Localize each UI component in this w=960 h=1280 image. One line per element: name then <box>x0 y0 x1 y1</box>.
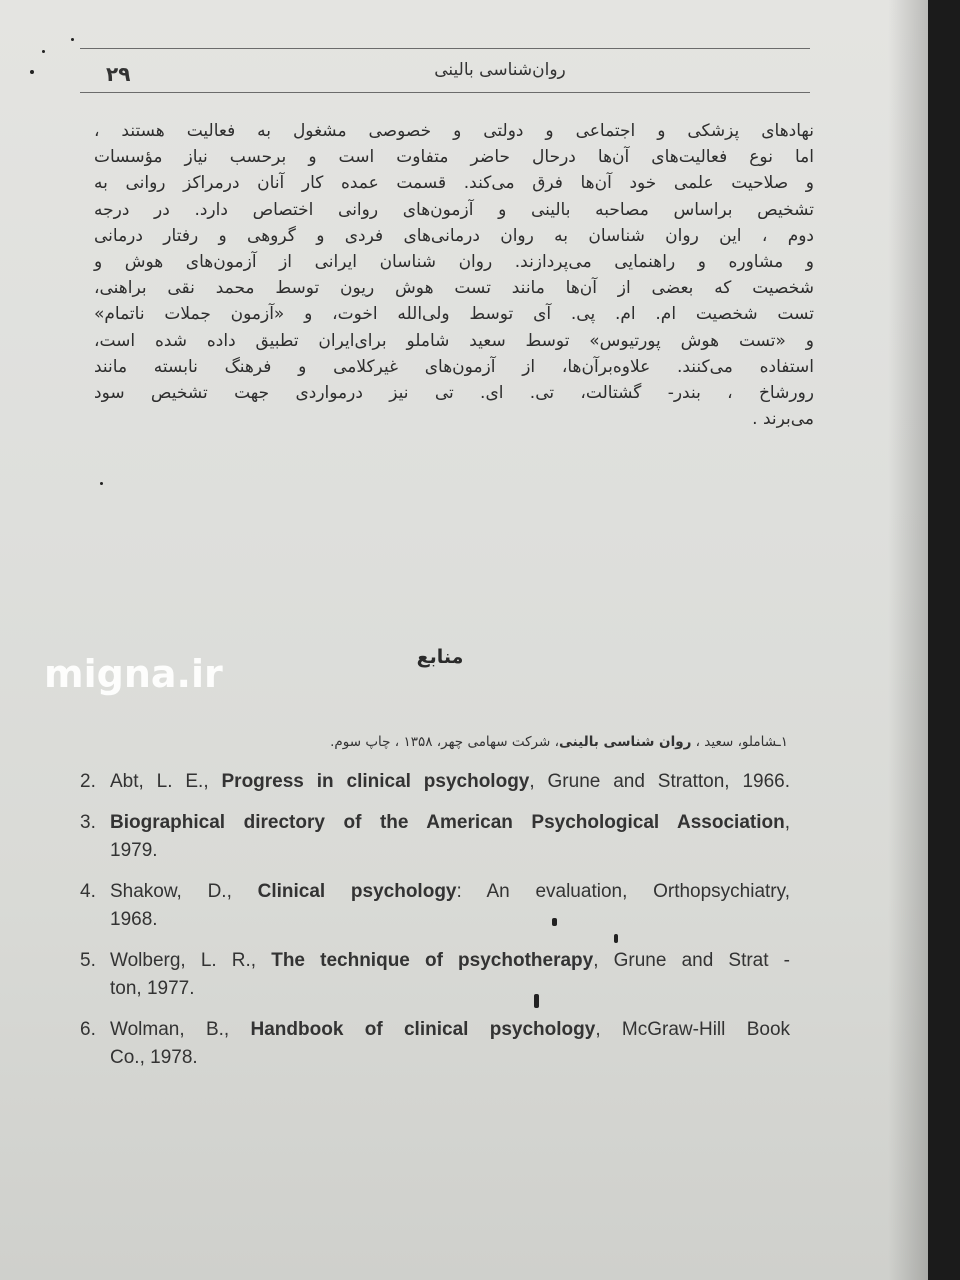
paragraph-line: نهادهای پزشکی و اجتماعی و دولتی و خصوصی مشغول به فعالیت هستند ، <box>94 121 814 141</box>
page-number: ۲۹ <box>106 62 131 86</box>
header-rule-bottom <box>80 92 810 93</box>
paragraph-line: اما نوع فعالیت‌های آن‌ها درحال حاضر متفاوت است و برحسب نیاز مؤسسات <box>94 147 814 168</box>
reference-publisher: , Grune and Strat - <box>593 950 790 971</box>
paragraph-line: و «تست هوش پورتیوس» توسط سعید شاملو برای‌ایران تطبیق داده شده است، <box>94 330 814 351</box>
reference-number: 2. <box>80 771 96 792</box>
paragraph-line: رورشاخ ، بندر- گشتالت، تی. ای. تی نیز درمواردی جهت تشخیص سود <box>94 382 814 403</box>
paragraph-line: استفاده می‌کنند. علاوه‌برآن‌ها، از آزمون‌های غیرکلامی و فرهنگ نابسته مانند <box>94 356 814 377</box>
reference-number: 6. <box>80 1019 96 1040</box>
sources-heading: منابع <box>416 646 464 668</box>
paper-speck <box>614 934 618 943</box>
reference-continuation: 1979. <box>110 840 158 861</box>
reference-continuation: ton, 1977. <box>110 978 195 999</box>
reference-publisher: , Grune and Stratton, 1966. <box>529 771 791 792</box>
reference-continuation: Co., 1978. <box>110 1047 198 1068</box>
paper-speck <box>534 994 539 1008</box>
reference-author: Abt, L. E., <box>110 771 222 792</box>
paragraph-line: و مشاوره و راهنمایی می‌پردازند. روان شناسان ایرانی از آزمون‌های هوش و <box>94 251 814 272</box>
reference-publisher: ، شرکت سهامی چهر، ۱۳۵۸ ، چاپ سوم. <box>330 734 559 750</box>
running-title: روان‌شناسی بالینی <box>434 60 566 80</box>
reference-title: روان شناسی بالینی <box>558 734 692 750</box>
reference-persian <box>220 734 788 750</box>
paragraph-line: شخصیت که بعضی از آن‌ها مانند تست هوش ریون توسط محمد نقی براهنی، <box>94 278 814 299</box>
header-rule-top <box>80 48 810 49</box>
reference-publisher: : An evaluation, Orthopsychiatry, <box>456 881 791 902</box>
reference-author: شاملو، سعید ، <box>691 734 777 750</box>
reference-number: 5. <box>80 950 96 971</box>
reference-number: 3. <box>80 812 96 833</box>
reference-author: Wolman, B., <box>110 1019 251 1040</box>
paragraph-line: و صلاحیت علمی خود آن‌ها فرق می‌کند. قسمت عمده کار آنان درمراکز روانی به <box>94 173 814 194</box>
reference-title: Progress in clinical psychology <box>221 771 530 792</box>
reference-item <box>80 947 790 1003</box>
reference-title: Biographical directory of the American Psychological Association <box>110 812 785 833</box>
reference-item <box>80 878 790 934</box>
reference-title: The technique of psychotherapy <box>271 950 594 971</box>
reference-item <box>80 768 790 796</box>
reference-number: ۱ـ <box>776 734 788 750</box>
references-list <box>80 768 790 1085</box>
reference-number: 4. <box>80 881 96 902</box>
paragraph-line: تست شخصیت ام. ام. پی. آی توسط ولی‌الله اخوت، و «آزمون جملات ناتمام» <box>94 304 814 325</box>
reference-item <box>80 1016 790 1072</box>
reference-author: Shakow, D., <box>110 881 258 902</box>
paragraph-line: می‌برند . <box>752 409 814 430</box>
reference-author: Wolberg, L. R., <box>110 950 272 971</box>
paper-speck <box>71 38 74 41</box>
paper-speck <box>552 918 557 926</box>
paper-speck <box>30 70 34 74</box>
reference-publisher: , <box>784 812 790 833</box>
page-edge-shadow <box>888 0 928 1280</box>
paper-speck <box>42 50 45 53</box>
reference-title: Handbook of clinical psychology <box>250 1019 596 1040</box>
watermark: migna.ir <box>44 652 223 696</box>
paper-speck <box>100 482 103 485</box>
body-paragraph <box>94 118 814 432</box>
paragraph-line: دوم ، این روان شناسان به روان درمانی‌های فردی و گروهی و رفتار درمانی <box>94 225 814 246</box>
reference-continuation: 1968. <box>110 909 158 930</box>
reference-publisher: , McGraw-Hill Book <box>595 1019 791 1040</box>
reference-item <box>80 809 790 865</box>
reference-title: Clinical psychology <box>257 881 457 902</box>
paragraph-line: تشخیص براساس مصاحبه بالینی و آزمون‌های روانی اختصاص دارد. در درجه <box>94 199 814 220</box>
